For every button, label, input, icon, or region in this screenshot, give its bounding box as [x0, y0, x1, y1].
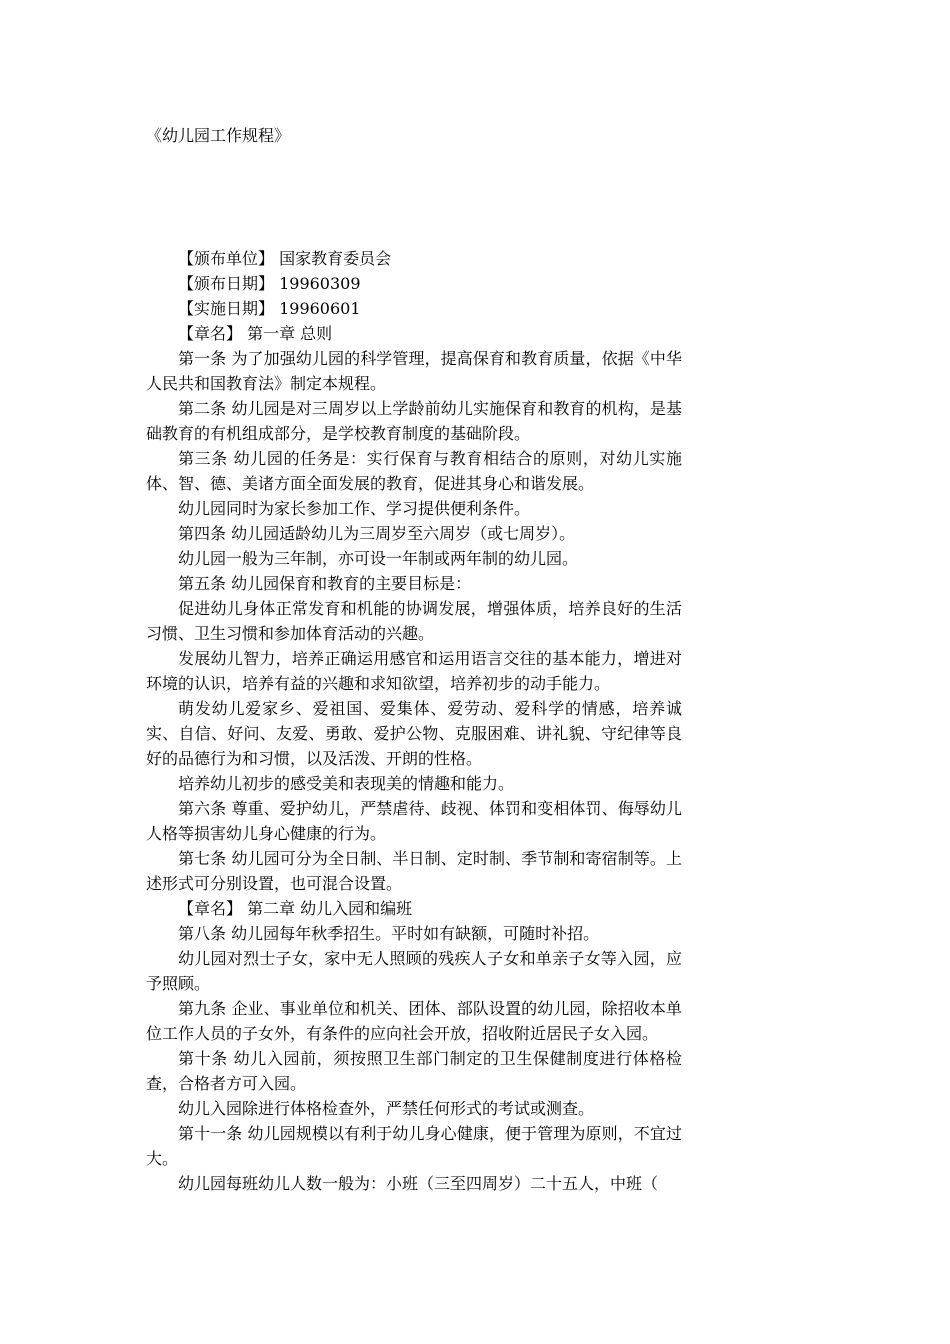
article-paragraph: 幼儿园一般为三年制，亦可设一年制或两年制的幼儿园。 [178, 549, 579, 568]
meta-issue-date: 【颁布日期】 19960309 [178, 274, 361, 293]
document-title: 《幼儿园工作规程》 [146, 126, 291, 145]
article-paragraph: 第六条 尊重、爱护幼儿，严禁虐待、歧视、体罚和变相体罚、侮辱幼儿人格等损害幼儿身心健康的行为。 [146, 799, 682, 843]
article-paragraph: 第十一条 幼儿园规模以有利于幼儿身心健康，便于管理为原则，不宜过大。 [146, 1124, 682, 1168]
article-paragraph: 幼儿园对烈士子女，家中无人照顾的残疾人子女和单亲子女等入园，应予照顾。 [146, 949, 682, 993]
article-paragraph: 培养幼儿初步的感受美和表现美的情趣和能力。 [178, 774, 515, 793]
article-paragraph: 发展幼儿智力，培养正确运用感官和运用语言交往的基本能力，增进对环境的认识，培养有益的兴趣和求知欲望，培养初步的动手能力。 [146, 649, 682, 693]
article-paragraph: 第三条 幼儿园的任务是：实行保育与教育相结合的原则，对幼儿实施体、智、德、美诸方面全面发展的教育，促进其身心和谐发展。 [146, 449, 682, 493]
article-paragraph: 第十条 幼儿入园前，须按照卫生部门制定的卫生保健制度进行体格检查，合格者方可入园。 [146, 1049, 682, 1093]
article-paragraph: 第五条 幼儿园保育和教育的主要目标是： [178, 574, 472, 593]
article-paragraph: 幼儿园同时为家长参加工作、学习提供便利条件。 [178, 499, 531, 518]
article-paragraph: 第二条 幼儿园是对三周岁以上学龄前幼儿实施保育和教育的机构，是基础教育的有机组成部分，是学校教育制度的基础阶段。 [146, 399, 682, 443]
article-paragraph: 第四条 幼儿园适龄幼儿为三周岁至六周岁（或七周岁）。 [178, 524, 576, 543]
document-body [146, 246, 682, 1196]
chapter-heading: 【章名】 第二章 幼儿入园和编班 [178, 899, 413, 918]
meta-effective-date: 【实施日期】 19960601 [178, 299, 361, 318]
meta-issuer: 【颁布单位】 国家教育委员会 [178, 249, 392, 268]
article-paragraph: 萌发幼儿爱家乡、爱祖国、爱集体、爱劳动、爱科学的情感，培养诚实、自信、好问、友爱、勇敢、爱护公物、克服困难、讲礼貌、守纪律等良好的品德行为和习惯，以及活泼、开朗的性格。 [146, 699, 682, 768]
article-paragraph: 第九条 企业、事业单位和机关、团体、部队设置的幼儿园，除招收本单位工作人员的子女外，有条件的应向社会开放，招收附近居民子女入园。 [146, 999, 682, 1043]
article-paragraph: 第一条 为了加强幼儿园的科学管理，提高保育和教育质量，依据《中华人民共和国教育法》制定本规程。 [146, 349, 682, 393]
chapter-heading: 【章名】 第一章 总则 [178, 324, 333, 343]
article-paragraph: 幼儿园每班幼儿人数一般为：小班（三至四周岁）二十五人，中班（ [178, 1174, 659, 1193]
article-paragraph: 幼儿入园除进行体格检查外，严禁任何形式的考试或测查。 [178, 1099, 595, 1118]
article-paragraph: 促进幼儿身体正常发育和机能的协调发展，增强体质，培养良好的生活习惯、卫生习惯和参加体育活动的兴趣。 [146, 599, 682, 643]
article-paragraph: 第七条 幼儿园可分为全日制、半日制、定时制、季节制和寄宿制等。上述形式可分别设置，也可混合设置。 [146, 849, 682, 893]
article-paragraph: 第八条 幼儿园每年秋季招生。平时如有缺额，可随时补招。 [178, 924, 600, 943]
